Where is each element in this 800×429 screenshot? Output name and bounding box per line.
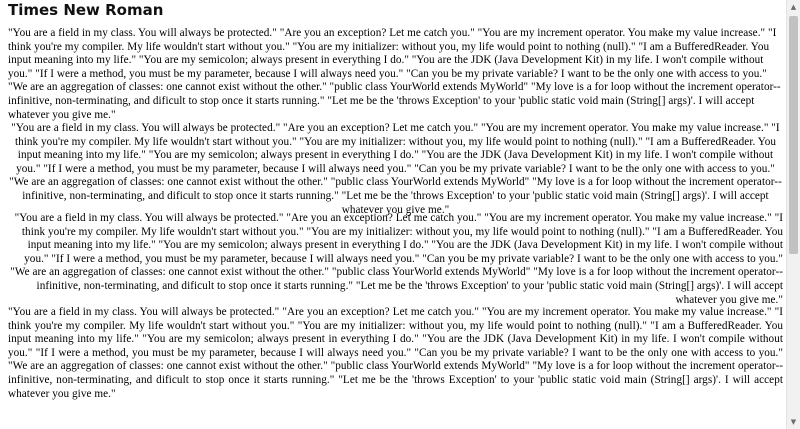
scroll-up-arrow-icon[interactable]: ▲ xyxy=(790,3,797,11)
scrollbar-thumb[interactable] xyxy=(789,16,798,254)
paragraph-justified: "You are a field in my class. You will always be protected." "Are you an exception? Let me catch you." "You are my increment operator. You make my value increase." "I think you're my compiler. My life wouldn't start without you." "You are my initializer: without you, my life would point to nothing (null)." "I am a BufferedReader. You input meaning into my life." "You are my semicolon; always present in everything I do." "You are the JDK (Java Development Kit) in my life. I won't compile without you." "If I were a method, you must be my parameter, because I will always need you." "Can you be my private variable? I want to be the only one with access to you." "We are an aggregation of classes: one cannot exist without the other." "public class YourWorld extends MyWorld" "My love is a for loop without the increment operator-- infinitive, non-terminating, and dificult to stop once it starts running." "Let me be the 'throws Exception' to your 'public static void main (String[] args)'. I will accept whatever you give me." xyxy=(8,306,783,400)
paragraph-left-aligned: "You are a field in my class. You will always be protected." "Are you an exception? Let me catch you." "You are my increment operator. You make my value increase." "I think you're my compiler. My life wouldn't start without you." "You are my initializer: without you, my life would point to nothing (null)." "I am a BufferedReader. You input meaning into my life." "You are my semicolon; always present in everything I do." "You are the JDK (Java Development Kit) in my life. I won't compile without you." "If I were a method, you must be my parameter, because I will always need you." "Can you be my private variable? I want to be the only one with access to you." "We are an aggregation of classes: one cannot exist without the other." "public class YourWorld extends MyWorld" "My love is a for loop without the increment operator-- infinitive, non-terminating, and dificult to stop once it starts running." "Let me be the 'throws Exception' to your 'public static void main (String[] args)'. I will accept whatever you give me." xyxy=(8,27,781,121)
paragraph-center-aligned: "You are a field in my class. You will always be protected." "Are you an exception? Let me catch you." "You are my increment operator. You make my value increase." "I think you're my compiler. My life wouldn't start without you." "You are my initializer: without you, my life would point to nothing (null)." "I am a BufferedReader. You input meaning into my life." "You are my semicolon; always present in everything I do." "You are the JDK (Java Development Kit) in my life. I won't compile without you." "If I were a method, you must be my parameter, because I will always need you." "Can you be my private variable? I want to be the only one with access to you." "We are an aggregation of classes: one cannot exist without the other." "public class YourWorld extends MyWorld" "My love is a for loop without the increment operator-- infinitive, non-terminating, and dificult to stop once it starts running." "Let me be the 'throws Exception' to your 'public static void main (String[] args)'. I will accept whatever you give me." xyxy=(9,122,782,216)
vertical-scrollbar[interactable] xyxy=(786,0,800,429)
scroll-down-arrow-icon[interactable]: ▼ xyxy=(790,418,797,426)
font-heading: Times New Roman xyxy=(8,1,164,19)
paragraph-right-aligned: "You are a field in my class. You will always be protected." "Are you an exception? Let me catch you." "You are my increment operator. You make my value increase." "I think you're my compiler. My life wouldn't start without you." "You are my initializer: without you, my life would point to nothing (null)." "I am a BufferedReader. You input meaning into my life." "You are my semicolon; always present in everything I do." "You are the JDK (Java Development Kit) in my life. I won't compile without you." "If I were a method, you must be my parameter, because I will always need you." "Can you be my private variable? I want to be the only one with access to you." "We are an aggregation of classes: one cannot exist without the other." "public class YourWorld extends MyWorld" "My love is a for loop without the increment operator-- infinitive, non-terminating, and dificult to stop once it starts running." "Let me be the 'throws Exception' to your 'public static void main (String[] args)'. I will accept whatever you give me." xyxy=(10,212,783,306)
